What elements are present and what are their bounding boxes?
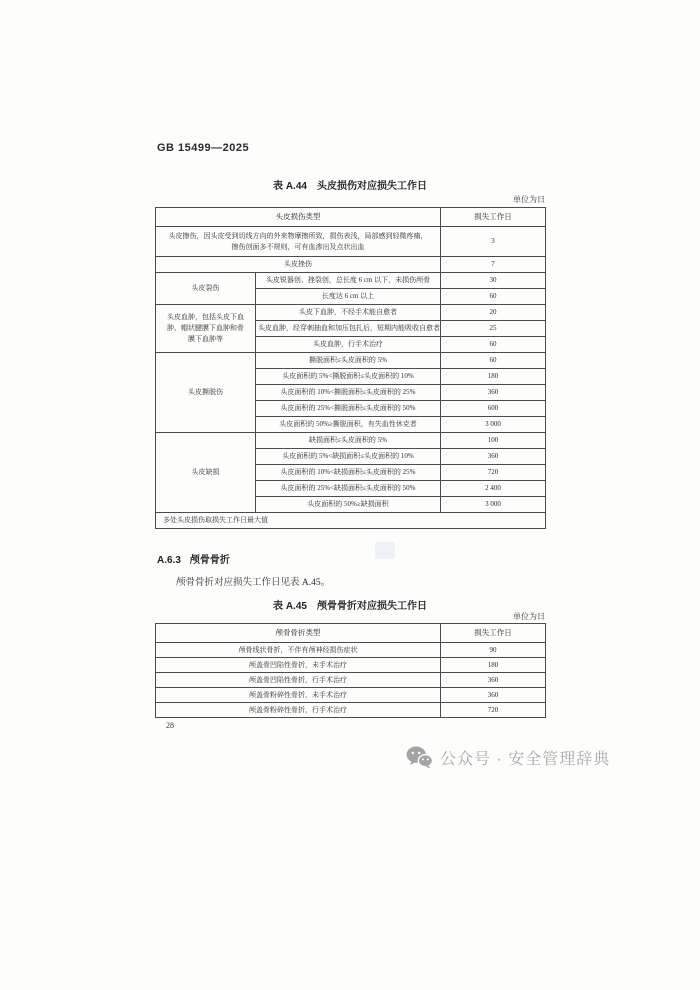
table-footer-note: 多处头皮损伤取损失工作日最大值 bbox=[156, 513, 546, 529]
faint-stamp-watermark bbox=[375, 542, 395, 559]
table-row bbox=[156, 305, 546, 321]
cell-injury-type: 头皮锐器创、挫裂创，总长度 6 cm 以下，未损伤颅骨 bbox=[256, 273, 441, 289]
wechat-watermark bbox=[406, 746, 610, 769]
table-a44-caption bbox=[0, 177, 700, 192]
cell-days: 2 400 bbox=[441, 481, 546, 497]
col-header-type: 头皮损伤类型 bbox=[156, 208, 441, 227]
cell-days: 360 bbox=[441, 673, 546, 688]
cell-days: 60 bbox=[441, 289, 546, 305]
cell-days: 720 bbox=[441, 465, 546, 481]
cell-days: 180 bbox=[441, 658, 546, 673]
cell-days: 30 bbox=[441, 273, 546, 289]
table-row bbox=[156, 643, 546, 658]
cell-days: 90 bbox=[441, 643, 546, 658]
cell-group-label: 头皮撕脱伤 bbox=[156, 353, 256, 433]
section-heading bbox=[157, 551, 230, 566]
cell-fracture-type: 颅盖骨粉碎性骨折，行手术治疗 bbox=[156, 703, 441, 718]
cell-fracture-type: 颅骨线状骨折，不伴有颅神经损伤症状 bbox=[156, 643, 441, 658]
col-header-days: 损失工作日 bbox=[441, 208, 546, 227]
cell-injury-type: 头皮面积的 10%<缺损面积≤头皮面积的 25% bbox=[256, 465, 441, 481]
col-header-days: 损失工作日 bbox=[441, 624, 546, 643]
table-a45-unit-note: 单位为日 bbox=[513, 612, 545, 621]
cell-days: 600 bbox=[441, 401, 546, 417]
cell-injury-type: 长度达 6 cm 以上 bbox=[256, 289, 441, 305]
cell-fracture-type: 颅盖骨粉碎性骨折，未手术治疗 bbox=[156, 688, 441, 703]
cell-days: 720 bbox=[441, 703, 546, 718]
table-row bbox=[156, 688, 546, 703]
table-row bbox=[156, 703, 546, 718]
cell-days: 7 bbox=[441, 257, 546, 273]
cell-days: 3 000 bbox=[441, 497, 546, 513]
table-row bbox=[156, 513, 546, 529]
table-a45-caption bbox=[0, 597, 700, 612]
cell-days: 360 bbox=[441, 449, 546, 465]
cell-days: 100 bbox=[441, 433, 546, 449]
cell-days: 360 bbox=[441, 688, 546, 703]
table-row bbox=[156, 227, 546, 257]
table-a45-caption-label: 表 A.45 bbox=[273, 601, 307, 612]
watermark-text: 公众号 · 安全管理辞典 bbox=[440, 751, 611, 768]
cell-injury-type: 头皮血肿，经穿刺抽血和加压包扎后，短期内能吸收自愈者 bbox=[256, 321, 441, 337]
table-row bbox=[156, 624, 546, 643]
cell-fracture-type: 颅盖骨凹陷性骨折，行手术治疗 bbox=[156, 673, 441, 688]
cell-days: 3 000 bbox=[441, 417, 546, 433]
cell-injury-type: 头皮血肿，行手术治疗 bbox=[256, 337, 441, 353]
table-a45 bbox=[155, 623, 546, 718]
cell-injury-type: 头皮下血肿，不经手术能自愈者 bbox=[256, 305, 441, 321]
cell-injury-type: 头皮面积的 5%<撕脱面积≤头皮面积的 10% bbox=[256, 369, 441, 385]
cell-days: 20 bbox=[441, 305, 546, 321]
section-title: 颅骨骨折 bbox=[189, 555, 230, 566]
cell-injury-type: 头皮面积的 25%<撕脱面积≤头皮面积的 50% bbox=[256, 401, 441, 417]
section-number: A.6.3 bbox=[157, 555, 181, 566]
cell-injury-type: 头皮面积的 50%≥撕脱面积，有失血性休克者 bbox=[256, 417, 441, 433]
cell-group-label: 头皮血肿，包括头皮下血肿、帽状腱膜下血肿和骨膜下血肿等 bbox=[156, 305, 256, 353]
cell-injury-type: 头皮面积的 5%<缺损面积≤头皮面积的 10% bbox=[256, 449, 441, 465]
table-row bbox=[156, 673, 546, 688]
cell-fracture-type: 颅盖骨凹陷性骨折，未手术治疗 bbox=[156, 658, 441, 673]
cell-injury-type: 撕脱面积≤头皮面积的 5% bbox=[256, 353, 441, 369]
table-a44-caption-title: 头皮损伤对应损失工作日 bbox=[316, 181, 427, 192]
cell-group-label: 头皮裂伤 bbox=[156, 273, 256, 305]
cell-days: 25 bbox=[441, 321, 546, 337]
section-paragraph: 颅骨骨折对应损失工作日见表 A.45。 bbox=[176, 578, 331, 588]
cell-days: 180 bbox=[441, 369, 546, 385]
col-header-type: 颅骨骨折类型 bbox=[156, 624, 441, 643]
table-row bbox=[156, 273, 546, 289]
table-row bbox=[156, 208, 546, 227]
table-a44-caption-label: 表 A.44 bbox=[273, 181, 307, 192]
cell-injury-type: 头皮面积的 50%≥缺损面积 bbox=[256, 497, 441, 513]
table-a44 bbox=[155, 207, 546, 529]
cell-days: 60 bbox=[441, 353, 546, 369]
cell-injury-type: 头皮面积的 10%<撕脱面积≤头皮面积的 25% bbox=[256, 385, 441, 401]
cell-injury-type: 缺损面积≤头皮面积的 5% bbox=[256, 433, 441, 449]
cell-injury-type: 头皮擦伤，因头皮受到切线方向的外来物摩擦所致，损伤表浅，局部感到轻微疼痛，擦伤创面多不规则，可有血渗出及点状出血 bbox=[156, 227, 441, 257]
standard-number: GB 15499—2025 bbox=[157, 142, 250, 154]
cell-days: 3 bbox=[441, 227, 546, 257]
table-row bbox=[156, 433, 546, 449]
table-a44-unit-note: 单位为日 bbox=[513, 195, 545, 204]
table-row bbox=[156, 257, 546, 273]
cell-days: 360 bbox=[441, 385, 546, 401]
cell-injury-type: 头皮面积的 25%<缺损面积≤头皮面积的 50% bbox=[256, 481, 441, 497]
table-row bbox=[156, 353, 546, 369]
table-a45-caption-title: 颅骨骨折对应损失工作日 bbox=[316, 601, 427, 612]
wechat-icon bbox=[406, 746, 440, 769]
cell-injury-type: 头皮挫伤 bbox=[156, 257, 441, 273]
table-row bbox=[156, 658, 546, 673]
page-number: 28 bbox=[166, 721, 174, 730]
cell-days: 60 bbox=[441, 337, 546, 353]
cell-group-label: 头皮缺损 bbox=[156, 433, 256, 513]
